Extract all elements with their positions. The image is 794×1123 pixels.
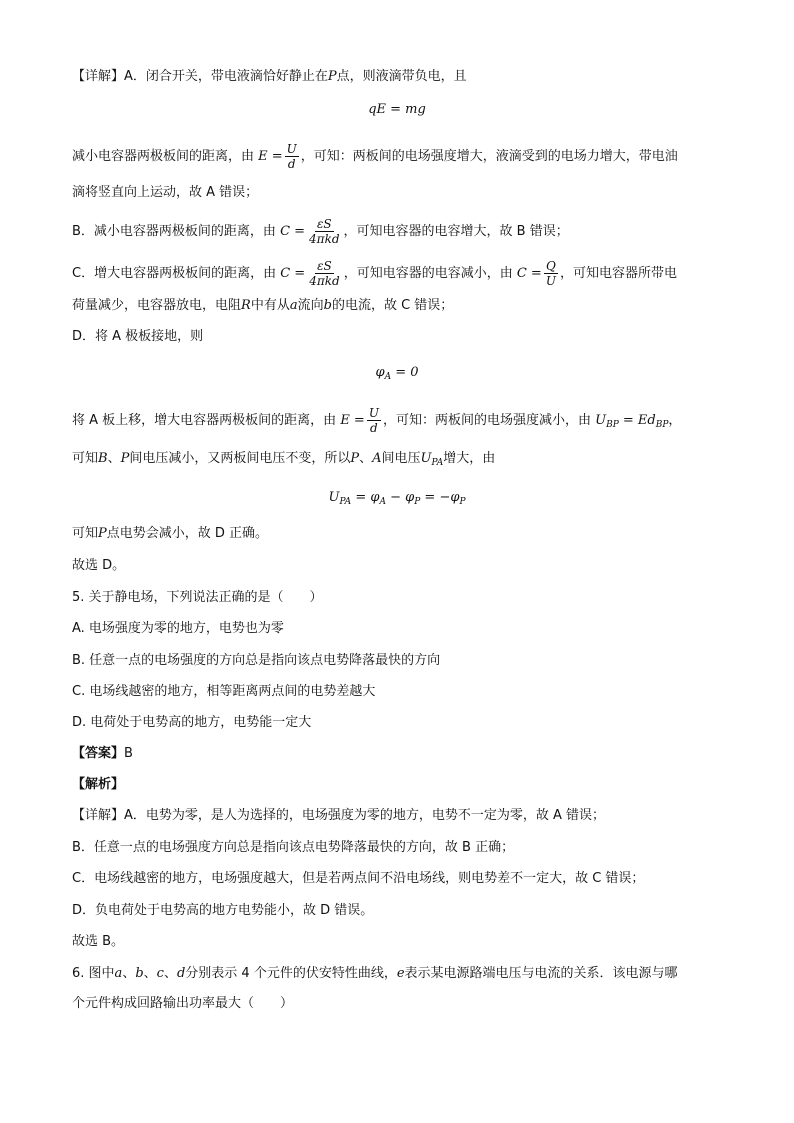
text: ，可知电容器所带电 — [559, 266, 677, 281]
fraction-epsS-4pikd — [307, 217, 341, 246]
fraction-U-d — [285, 142, 299, 171]
detail-b-line — [72, 217, 724, 246]
detail-d-line4 — [72, 524, 724, 544]
text: C．电场线越密的地方，电场强度越大，但是若两点间不沿电场线，则电势差不一定大，故 C 错误； — [72, 871, 645, 886]
text: 、 — [359, 451, 373, 466]
var-b: b — [323, 298, 332, 313]
subscript: BP — [606, 420, 619, 430]
answer-value: B — [124, 746, 133, 761]
answer-line — [72, 744, 724, 764]
text: 故选 B。 — [72, 934, 125, 949]
text: 、 — [163, 966, 177, 981]
phi: φ — [375, 365, 385, 380]
fraction-epsS-4pikd — [307, 259, 341, 288]
text: 分别表示 4 个元件的伏安特性曲线， — [185, 966, 397, 981]
var-P: P — [120, 451, 130, 466]
part: = φ — [351, 490, 380, 505]
question-5-option-c — [72, 682, 724, 702]
subscript: PA — [339, 497, 352, 507]
text: 【详解】A．电势为零，是人为选择的，电场强度为零的地方，电势不一定为零，故 A 错误； — [72, 808, 606, 823]
detail-c-line2 — [72, 296, 724, 316]
var-c: c — [156, 966, 164, 981]
denominator: 4πkd — [309, 274, 340, 288]
q5-detail-b — [72, 838, 724, 858]
math-C-eq: C = — [280, 266, 306, 281]
q5-detail-a — [72, 806, 724, 826]
text: 中有从 — [250, 298, 290, 313]
text: 表示某电源路端电压与电流的关系．该电源与哪 — [404, 966, 678, 981]
var-P: P — [350, 451, 360, 466]
part: = −φ — [420, 490, 460, 505]
fraction-Q-U — [544, 259, 558, 288]
numerator: U — [368, 406, 379, 420]
text: 个元件构成回路输出功率最大（ ） — [72, 996, 294, 1011]
equation-phiA-0 — [0, 363, 794, 387]
equation-text: qE = mg — [368, 102, 426, 117]
detail-a-line2 — [72, 142, 724, 171]
denominator: 4πkd — [309, 232, 340, 246]
var-e: e — [396, 966, 405, 981]
text: 【解析】 — [72, 777, 125, 792]
text: 6. 图中 — [72, 966, 115, 981]
text: D. 电荷处于电势高的地方，电势能一定大 — [72, 715, 312, 730]
text: ，可知电容器的电容增大，故 B 错误； — [343, 224, 569, 239]
text: 可知 — [72, 526, 99, 541]
detail-c-line1 — [72, 259, 724, 288]
text: 流向 — [297, 298, 324, 313]
var-R: R — [241, 298, 251, 313]
var-a: a — [114, 966, 123, 981]
equation-UPA — [0, 488, 794, 512]
var-B: B — [98, 451, 108, 466]
equation-qE-mg — [0, 100, 794, 120]
q5-conclusion — [72, 932, 724, 952]
var-a: a — [289, 298, 298, 313]
text: D．负电荷处于电势高的地方电势能小，故 D 错误。 — [72, 903, 374, 918]
rhs: = Ed — [618, 413, 656, 428]
math-E-eq: E = — [258, 149, 283, 164]
numerator: εS — [317, 259, 332, 273]
part: − φ — [385, 490, 415, 505]
denominator: U — [545, 274, 556, 288]
detail-a-line3 — [72, 183, 724, 203]
numerator: U — [286, 142, 297, 156]
text: C. 电场线越密的地方，相等距离两点间的电势差越大 — [72, 684, 376, 699]
q5-detail-d — [72, 901, 724, 921]
detail-d-line2 — [72, 406, 724, 435]
math-C-eq: C = — [516, 266, 542, 281]
question-5-option-b — [72, 651, 724, 671]
subscript: P — [459, 497, 466, 507]
text: 滴将竖直向上运动，故 A 错误； — [72, 185, 259, 200]
text: 、 — [107, 451, 121, 466]
text: 将 A 板上移，增大电容器两极板间的距离，由 — [72, 413, 337, 428]
numerator: εS — [316, 217, 332, 231]
text: 点，则液滴带负电，且 — [336, 69, 467, 84]
question-6-line1 — [72, 964, 724, 984]
text: A. 电场强度为零的地方，电势也为零 — [72, 621, 284, 636]
U: U — [420, 451, 432, 466]
U: U — [328, 490, 340, 505]
text: 增大，由 — [443, 451, 496, 466]
text: C．增大电容器两极板间的距离，由 — [72, 266, 277, 281]
text: ，可知电容器的电容减小，由 — [343, 266, 513, 281]
question-5-option-d — [72, 713, 724, 733]
text: 可知 — [72, 451, 99, 466]
text: 间电压 — [381, 451, 421, 466]
math-C-eq: C = — [280, 224, 306, 239]
var-P: P — [98, 526, 107, 541]
var-P: P — [327, 69, 337, 84]
conclusion-line — [72, 556, 724, 576]
text: 的电流，故 C 错误； — [331, 298, 454, 313]
text: ，可知：两板间的电场强度增大，液滴受到的电场力增大，带电油 — [300, 149, 678, 164]
text: B．减小电容器两极板间的距离，由 — [72, 224, 276, 239]
text: B．任意一点的电场强度方向总是指向该点电势降落最快的方向，故 B 正确； — [72, 840, 515, 855]
text: ， — [668, 413, 682, 428]
text: 间电压减小，又两板间电压不变，所以 — [129, 451, 351, 466]
text: B. 任意一点的电场强度的方向总是指向该点电势降落最快的方向 — [72, 653, 441, 668]
answer-label: 【答案】 — [72, 746, 125, 761]
subscript: A — [379, 497, 386, 507]
subscript: BP — [655, 420, 669, 430]
q5-detail-c — [72, 869, 724, 889]
text: 故选 D。 — [72, 558, 126, 573]
denominator: d — [370, 421, 378, 435]
subscript: A — [384, 372, 392, 382]
detail-d-line3 — [72, 449, 724, 473]
subscript: P — [414, 497, 421, 507]
var-b: b — [135, 966, 144, 981]
math-UPA — [421, 451, 444, 466]
text: D．将 A 极板接地，则 — [72, 329, 204, 344]
U: U — [595, 413, 607, 428]
rhs: = 0 — [391, 365, 419, 380]
denominator: d — [287, 157, 296, 171]
text: 、 — [143, 966, 157, 981]
var-A: A — [372, 451, 382, 466]
text: 点电势会减小，故 D 正确。 — [106, 526, 269, 541]
numerator: Q — [545, 259, 556, 273]
text: 、 — [122, 966, 136, 981]
math-E-eq: E = — [340, 413, 365, 428]
text: ，可知：两板间的电场强度减小，由 — [382, 413, 591, 428]
text: 【详解】A．闭合开关，带电液滴恰好静止在 — [72, 69, 328, 84]
analysis-label — [72, 775, 724, 795]
detail-d-line1 — [72, 327, 724, 347]
var-d: d — [176, 966, 186, 981]
question-6-line2 — [72, 994, 724, 1014]
question-5-stem — [72, 588, 724, 608]
fraction-U-d — [367, 406, 381, 435]
text: 荷量减少，电容器放电，电阻 — [72, 298, 242, 313]
subscript: PA — [431, 458, 444, 468]
detail-a-line1 — [72, 67, 724, 87]
question-5-option-a — [72, 619, 724, 639]
text: 5. 关于静电场，下列说法正确的是（ ） — [72, 590, 323, 605]
math-UBP — [595, 413, 668, 428]
text: 减小电容器两极板间的距离，由 — [72, 149, 255, 164]
